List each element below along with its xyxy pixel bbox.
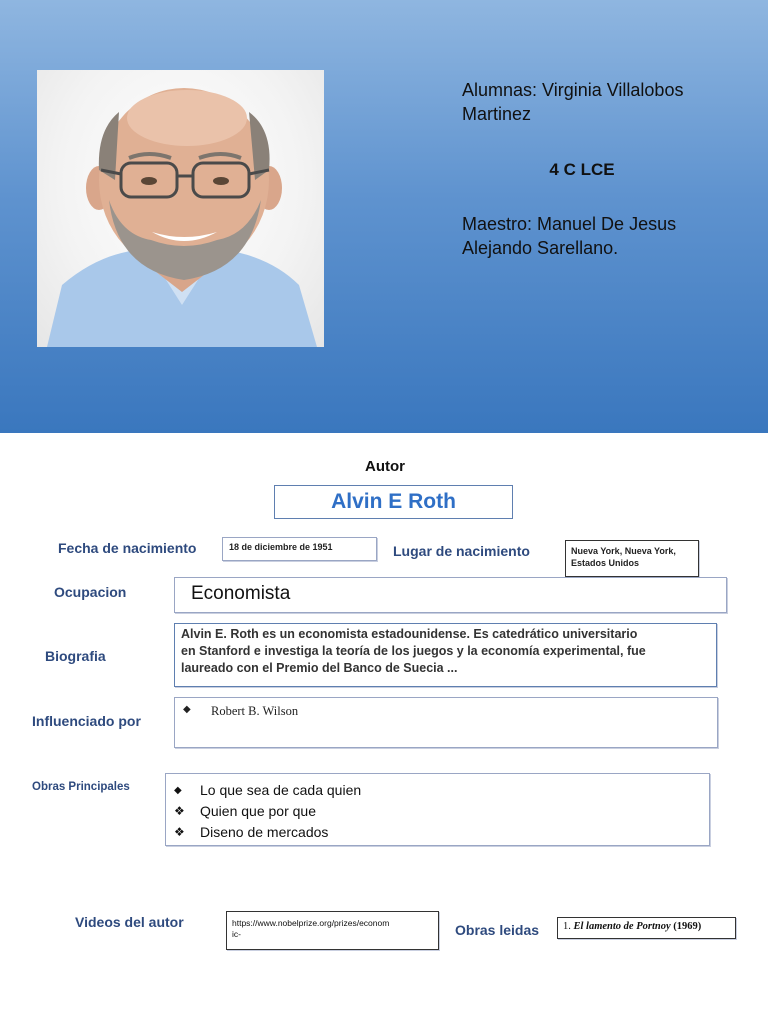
list-item [166, 801, 709, 822]
lugar-label: Lugar de nacimiento [393, 543, 530, 559]
four-diamond-bullet-icon: ❖ [174, 825, 185, 839]
obra-text: Diseno de mercados [200, 824, 329, 840]
alumnas-line1: Alumnas: Virginia Villalobos [462, 80, 684, 100]
videos-field[interactable] [226, 911, 439, 950]
four-diamond-bullet-icon: ❖ [174, 804, 185, 818]
lugar-value-line1: Nueva York, Nueva York, [571, 546, 676, 556]
list-item [175, 704, 717, 719]
leidas-title: El lamento de Portnoy [573, 921, 671, 932]
fecha-label: Fecha de nacimiento [58, 540, 197, 556]
influenciado-list [175, 698, 717, 719]
videos-url-line2[interactable]: ic- [232, 929, 241, 939]
student-info [462, 78, 752, 126]
biografia-field [174, 623, 717, 687]
biografia-line2: en Stanford e investiga la teoría de los juegos y la economía experimental, fue [181, 644, 646, 658]
leidas-year: (1969) [673, 921, 702, 932]
teacher-info [462, 212, 752, 260]
obras-label: Obras Principales [32, 781, 130, 793]
maestro-line1: Maestro: Manuel De Jesus [462, 214, 677, 234]
diamond-bullet-icon: ◆ [174, 785, 182, 796]
group-label: 4 C LCE [549, 160, 615, 179]
ocupacion-value: Economista [191, 583, 291, 604]
fecha-value: 18 de diciembre de 1951 [229, 542, 333, 552]
ocupacion-label: Ocupacion [54, 584, 127, 600]
obras-list [166, 774, 709, 843]
influenciado-field [174, 697, 718, 748]
leidas-field [557, 917, 736, 939]
ocupacion-field [174, 577, 727, 613]
diamond-bullet-icon: ◆ [183, 704, 191, 715]
obra-text: Quien que por que [200, 803, 316, 819]
biografia-line3: laureado con el Premio del Banco de Suecia ... [181, 661, 458, 675]
leidas-label: Obras leidas [455, 922, 540, 938]
lugar-value-line2: Estados Unidos [571, 558, 640, 568]
author-photo [37, 70, 324, 347]
list-item [166, 822, 709, 843]
list-item [166, 780, 709, 801]
obras-field [165, 773, 710, 846]
influenciado-label: Influenciado por [32, 713, 141, 729]
influencer-name: Robert B. Wilson [211, 704, 299, 718]
leidas-number: 1. [563, 921, 571, 932]
fecha-field [222, 537, 377, 561]
videos-url-line1[interactable]: https://www.nobelprize.org/prizes/econom [232, 918, 390, 928]
biografia-line1: Alvin E. Roth es un economista estadounidense. Es catedrático universitario [181, 627, 638, 641]
maestro-line2: Alejando Sarellano. [462, 238, 619, 258]
lugar-field [565, 540, 699, 577]
biografia-label: Biografia [45, 648, 106, 664]
videos-label: Videos del autor [75, 914, 184, 930]
alumnas-line2: Martinez [462, 104, 532, 124]
obra-text: Lo que sea de cada quien [200, 782, 362, 798]
author-name: Alvin E Roth [274, 485, 513, 519]
portrait-image [37, 70, 324, 347]
autor-heading: Autor [365, 458, 405, 475]
